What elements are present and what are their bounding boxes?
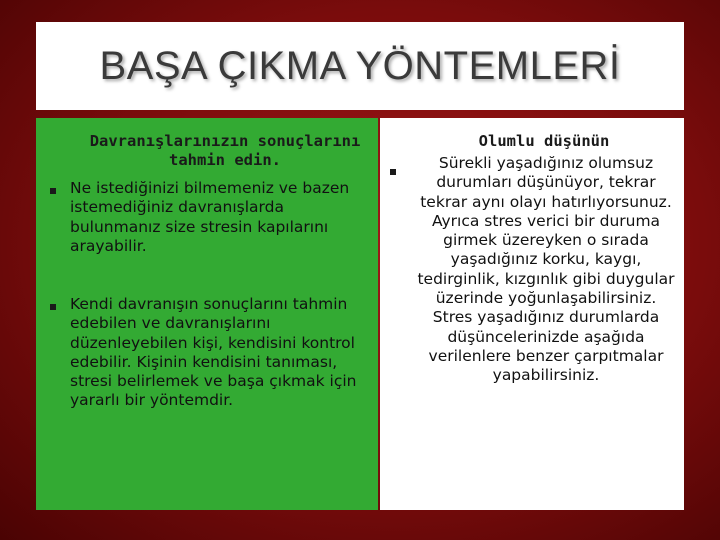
left-bullet-1: Ne istediğinizi bilmemeniz ve bazen istemediğiniz davranışlarda bulunmanız size stresin kapılarını arayabilir. [70, 179, 350, 255]
left-bullet-2: Kendi davranışın sonuçlarını tahmin edebilen ve davranışlarını düzenleyebilen kişi, kendisini kontrol edebilir. Kişinin kendisini tanıması, stresi belirlemek ve başa çıkmak için yararlı bir yöntemdir. [70, 295, 357, 410]
left-panel-heading: Davranışlarınızın sonuçlarını tahmin edin. [89, 132, 361, 169]
slide-title: BAŞA ÇIKMA YÖNTEMLERİ [99, 43, 621, 88]
title-box [36, 22, 684, 110]
right-bullet-1: Sürekli yaşadığınız olumsuz durumları düşünüyor, tekrar tekrar aynı olayı hatırlıyorsunuz. Ayrıca stres verici bir duruma girmek üzereyken o sırada yaşadığınız korku, kaygı, tedirginlik, kızgınlık gibi duygular üzerinde yoğunlaşabilirsiniz. Stres yaşadığınız durumlarda düşüncelerinizde aşağıda verilenlere benzer çarpıtmalar yapabilirsiniz. [417, 154, 675, 385]
bullet-marker [50, 188, 56, 194]
left-panel [36, 118, 378, 510]
bullet-marker [50, 304, 56, 310]
bullet-marker [390, 169, 396, 175]
right-panel-heading: Olumlu düşünün [478, 132, 610, 150]
right-panel [380, 118, 684, 510]
